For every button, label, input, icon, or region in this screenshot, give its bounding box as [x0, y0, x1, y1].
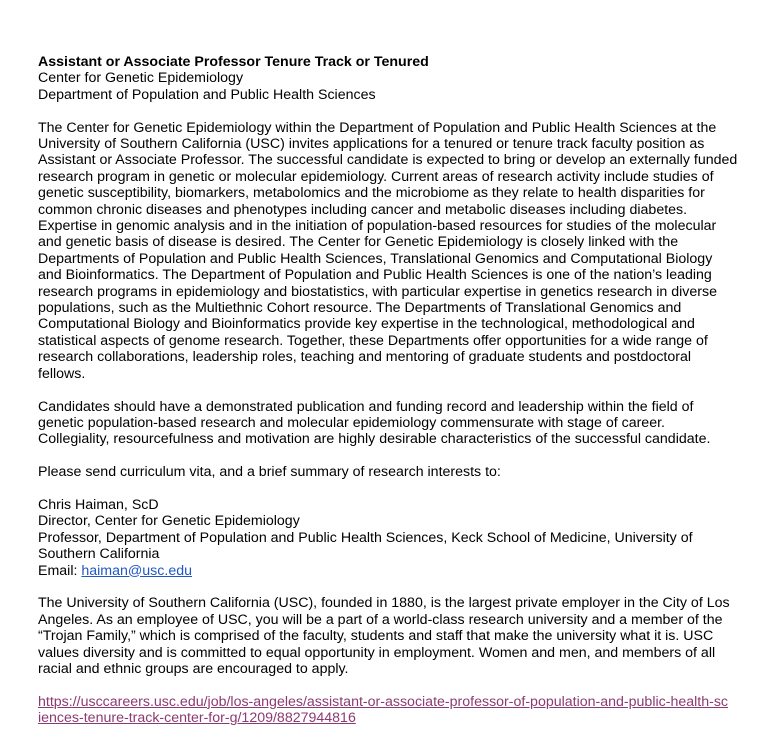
spacer — [38, 448, 738, 464]
center-name: Center for Genetic Epidemiology — [38, 70, 244, 87]
spacer — [38, 382, 738, 398]
application-instructions: Please send curriculum vita, and a brief summary of research interests to: — [38, 464, 501, 481]
qualifications-paragraph: Candidates should have a demonstrated publication and funding record and leadership within the field of genetic population-based research and molecular epidemiology commensurate with stage of career. Collegiality, resourcefulness and motivation are highly desirable characteristics of the successful candidate. — [38, 398, 711, 448]
job-posting-link[interactable]: https://usccareers.usc.edu/job/los-angeles/assistant-or-associate-professor-of-population-and-public-health-sciences-tenure-track-center-for-g/1209/8827944816 — [38, 693, 729, 727]
description-paragraph: The Center for Genetic Epidemiology within the Department of Population and Public Health Sciences at the University of Southern California (USC) invites applications for a tenured or tenure track faculty position as Assistant or Associate Professor. The successful candidate is expected to bring or develop an externally funded research program in genetic or molecular epidemiology. Current areas of research activity include studies of genetic susceptibility, biomarkers, metabolomics and the microbiome as they relate to health disparities for common chronic diseases and phenotypes including cancer and metabolic diseases including diabetes. Expertise in genomic analysis and in the initiation of population-based resources for studies of the molecular and genetic basis of disease is desired. The Center for Genetic Epidemiology is closely linked with the Departments of Population and Public Health Sciences, Translational Genomics and Computational Biology and Bioinformatics. The Department of Population and Public Health Sciences is one of the nation’s leading research programs in epidemiology and biostatistics, with particular expertise in genetics research in diverse populations, such as the Multiethnic Cohort resource. The Departments of Translational Genomics and Computational Biology and Bioinformatics provide key expertise in the technological, methodological and statistical aspects of genome research. Together, these Departments offer opportunities for a wide range of research collaborations, leadership roles, teaching and mentoring of graduate students and postdoctoral fellows. — [38, 119, 738, 382]
contact-email-line — [38, 563, 738, 579]
job-posting-document — [38, 54, 738, 727]
contact-role: Director, Center for Genetic Epidemiology — [38, 513, 300, 530]
spacer — [38, 579, 738, 595]
job-title: Assistant or Associate Professor Tenure Track or Tenured — [38, 54, 429, 70]
email-label: Email: — [38, 562, 82, 579]
email-link[interactable]: haiman@usc.edu — [81, 562, 192, 579]
department-name: Department of Population and Public Health Sciences — [38, 86, 376, 103]
spacer — [38, 481, 738, 497]
spacer — [38, 103, 738, 119]
contact-affiliation: Professor, Department of Population and Public Health Sciences, Keck School of Medicine, University of Southern California — [38, 529, 693, 563]
spacer — [38, 677, 738, 693]
contact-name: Chris Haiman, ScD — [38, 496, 159, 513]
university-statement: The University of Southern California (USC), founded in 1880, is the largest private employer in the City of Los Angeles. As an employee of USC, you will be a part of a world-class research university and a member of the “Trojan Family,” which is comprised of the faculty, students and staff that make the university what it is. USC values diversity and is committed to equal opportunity in employment. Women and men, and members of all racial and ethnic groups are encouraged to apply. — [38, 595, 730, 677]
